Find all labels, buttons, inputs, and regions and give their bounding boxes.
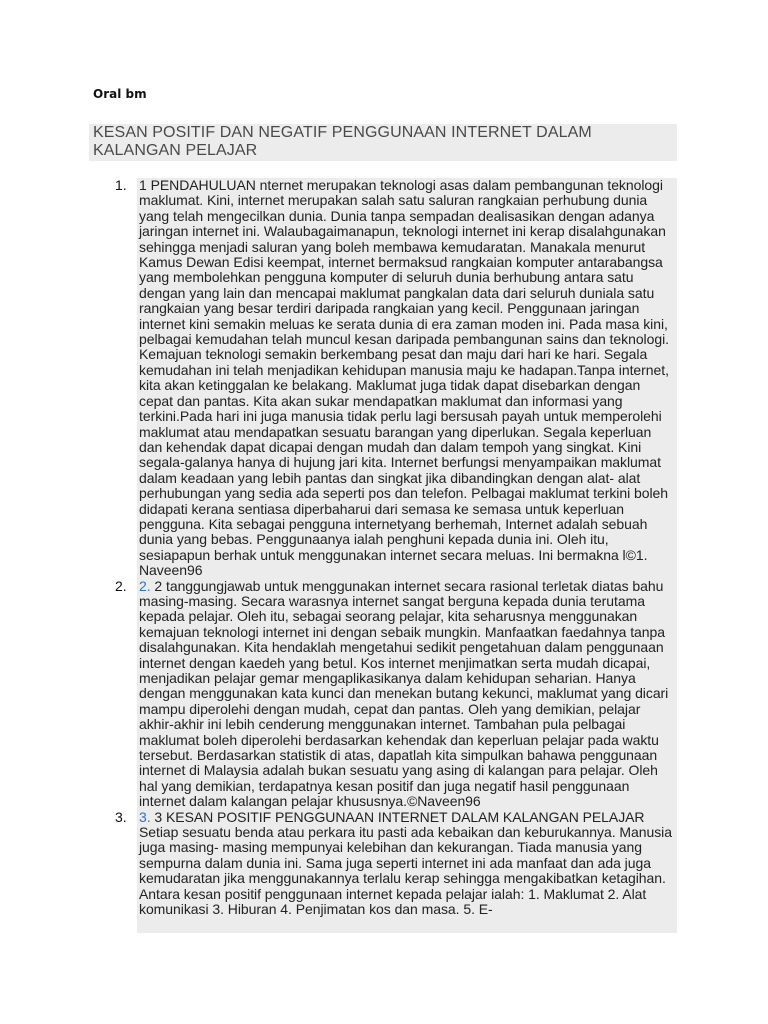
list-item-3 [0,810,768,918]
paragraph-text [139,810,677,918]
list-item-2 [0,579,768,810]
list-number: 1. [115,177,127,193]
paragraph-body: 3 KESAN POSITIF PENGGUNAAN INTERNET DALAM KALANGAN PELAJAR Setiap sesuatu benda atau perkara itu pasti ada kebaikan dan keburukannya. Manusia juga masing- masing mempunyai kelebihan dan kekurangan. Tiada manusia yang sempurna dalam dunia ini. Sama juga seperti internet ini ada manfaat dan ada juga kemudaratan jika menggunakannya terlalu kerap sehingga mengakibatkan ketagihan. Antara kesan positif penggunaan internet kepada pelajar ialah: 1. Maklumat 2. Alat komunikasi 3. Hiburan 4. Penjimatan kos dan masa. 5. E- [139,808,672,918]
list-number: 3. [115,808,127,825]
paragraph-body: 1 PENDAHULUAN nternet merupakan teknologi asas dalam pembangunan teknologi maklumat. Kini, internet merupakan salah satu saluran rangkaian perhubung dunia yang telah mengecilkan dunia. Dunia tanpa sempadan dealisasikan dengan adanya jaringan internet ini. Walaubagaimanapun, teknologi internet ini kerap disalahgunakan sehingga menjadi saluran yang boleh membawa kemudaratan. Manakala menurut Kamus Dewan Edisi keempat, internet bermaksud rangkaian komputer antarabangsa yang membolehkan pengguna komputer di seluruh dunia berhubung antara satu dengan yang lain dan mencapai maklumat pangkalan data dari seluruh duniala satu rangkaian yang besar terdiri daripada rangkaian yang kecil. Penggunaan jaringan internet kini semakin meluas ke serata dunia di era zaman moden ini. Pada masa kini, pelbagai kemudahan telah muncul kesan daripada pembangunan sains dan teknologi. Kemajuan teknologi semakin berkembang pesat dan maju dari hari ke hari. Segala kemudahan ini telah menjadikan kehidupan manusia maju ke hadapan.Tanpa internet, kita akan ketinggalan ke belakang. Maklumat juga tidak dapat disebarkan dengan cepat dan pantas. Kita akan sukar mendapatkan maklumat dan informasi yang terkini.Pada hari ini juga manusia tidak perlu lagi bersusah payah untuk memperolehi maklumat atau mendapatkan sesuatu barangan yang diperlukan. Segala keperluan dan kehendak dapat dicapai dengan mudah dan dalam tempoh yang singkat. Kini segala-galanya hanya di hujung jari kita. Internet berfungsi menyampaikan maklumat dalam keadaan yang lebih pantas dan singkat jika dibandingkan dengan alat- alat perhubungan yang sedia ada seperti pos dan telefon. Pelbagai maklumat terkini boleh didapati kerana sentiasa diperbaharui dari semasa ke semasa untuk keperluan pengguna. Kita sebagai pengguna internetyang berhemah, Internet adalah sebuah dunia yang bebas. Penggunaanya ialah penghuni kepada dunia ini. Oleh itu, sesiapapun berhak untuk menggunakan internet secara meluas. Ini bermakna l©1. Naveen96 [139,177,669,579]
list-item-1 [0,178,768,579]
document-title: KESAN POSITIF DAN NEGATIF PENGGUNAAN INTERNET DALAM KALANGAN PELAJAR [93,124,592,159]
paragraph-body: 2 tanggungjawab untuk menggunakan internet secara rasional terletak diatas bahu masing-masing. Secara warasnya internet sangat berguna kepada dunia terutama kepada pelajar. Oleh itu, sebagai seorang pelajar, kita seharusnya menggunakan kemajuan teknologi internet ini dengan sebaik mungkin. Manfaatkan faedahnya tanpa disalahgunakan. Kita hendaklah mengetahui sedikit pengetahuan dalam penggunaan internet dengan kaedeh yang betul. Kos internet menjimatkan serta mudah dicapai, menjadikan pelajar gemar mengaplikasikanya dalam kehidupan seharian. Hanya dengan menggunakan kata kunci dan menekan butang kekunci, maklumat yang dicari mampu diperolehi dengan mudah, cepat dan pantas. Oleh yang demikian, pelajar akhir-akhir ini lebih cenderung menggunakan internet. Tambahan pula pelbagai maklumat boleh diperolehi berdasarkan kehendak dan keperluan pelajar pada waktu tersebut. Berdasarkan statistik di atas, dapatlah kita simpulkan bahawa penggunaan internet di Malaysia adalah bukan sesuatu yang asing di kalangan para pelajar. Oleh hal yang demikian, terdapatnya kesan positif dan juga negatif hasil penggunaan internet dalam kalangan pelajar khususnya.©Naveen96 [139,577,669,810]
paragraph-text [139,579,677,810]
section-link[interactable]: 2. [139,577,151,594]
document-label: Oral bm [93,87,147,101]
list-number: 2. [115,577,127,594]
numbered-list [0,178,768,918]
paragraph-text [139,178,677,579]
section-link[interactable]: 3. [139,808,151,825]
